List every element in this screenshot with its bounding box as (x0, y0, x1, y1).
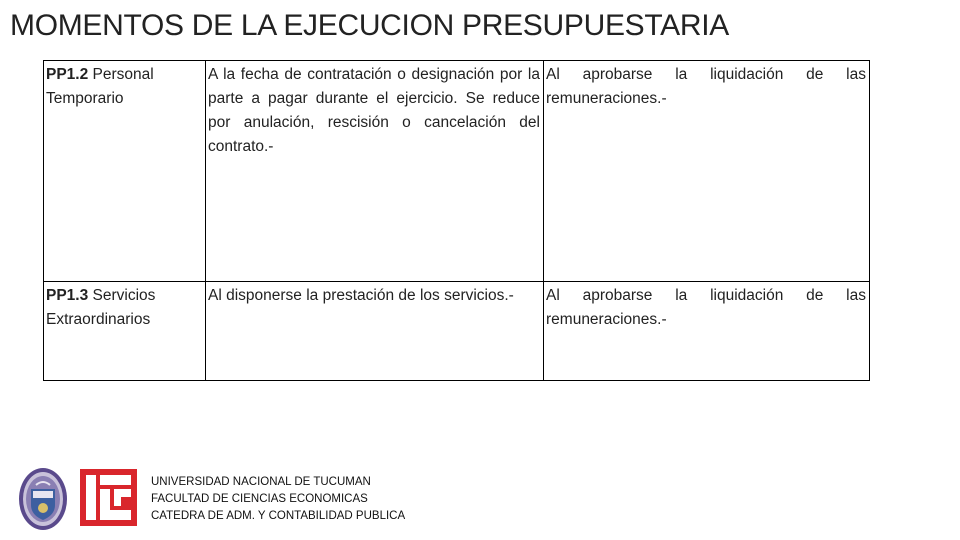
footer-faculty: FACULTAD DE CIENCIAS ECONOMICAS (151, 493, 368, 505)
institution-footer (151, 474, 405, 525)
table-row (44, 282, 870, 381)
university-seal-icon (18, 467, 68, 531)
concept-cell (44, 282, 206, 381)
moment-accrual-cell: Al aprobarse la liquidación de las remuneraciones.- (544, 61, 870, 282)
concept-name: Servicios Extraordinarios (46, 287, 156, 328)
concept-name: Personal Temporario (46, 66, 154, 107)
concept-code: PP1.2 (46, 66, 89, 83)
slide-title: MOMENTOS DE LA EJECUCION PRESUPUESTARIA (10, 9, 729, 42)
budget-moments-table (43, 60, 870, 381)
concept-code: PP1.3 (46, 287, 89, 304)
moment-accrual-cell: Al aprobarse la liquidación de las remuneraciones.- (544, 282, 870, 381)
footer-university: UNIVERSIDAD NACIONAL DE TUCUMAN (151, 476, 371, 488)
footer-chair: CATEDRA DE ADM. Y CONTABILIDAD PUBLICA (151, 510, 406, 522)
faculty-logo-icon (80, 469, 137, 526)
moment-commitment-cell: A la fecha de contratación o designación por la parte a pagar durante el ejercicio. Se reduce por anulación, rescisión o cancelación del contrato.- (206, 61, 544, 282)
moment-commitment-cell: Al disponerse la prestación de los servicios.- (206, 282, 544, 381)
concept-cell (44, 61, 206, 282)
table-row (44, 61, 870, 282)
